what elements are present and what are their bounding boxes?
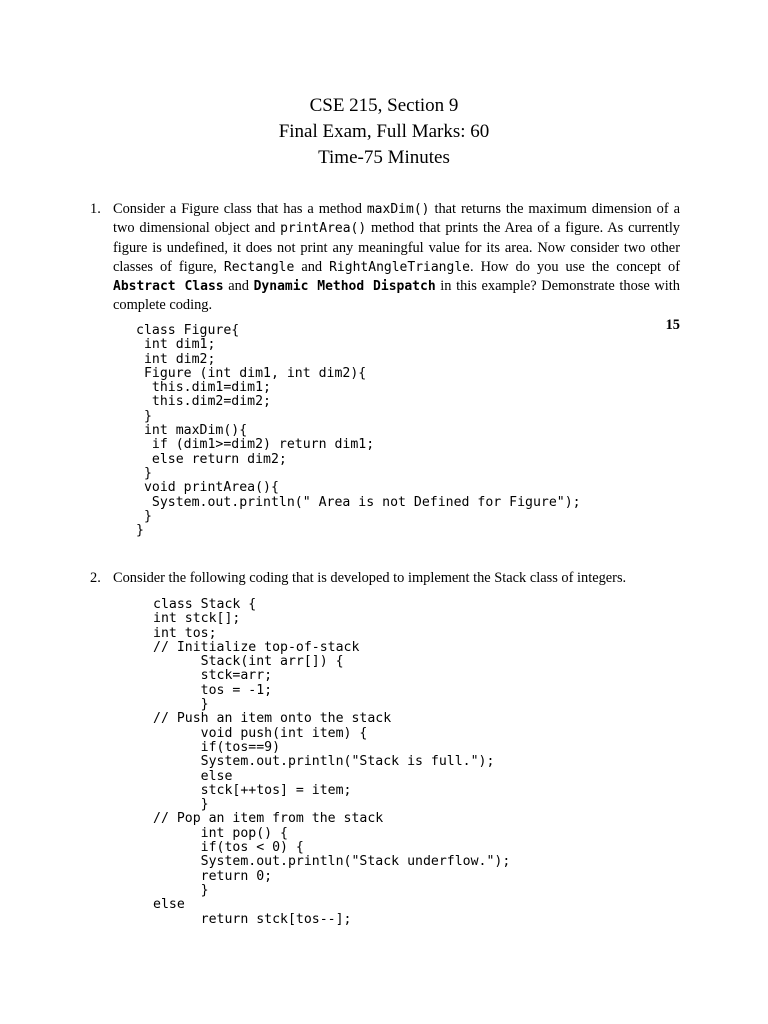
text-run: and	[223, 278, 254, 295]
exam-title: Final Exam, Full Marks: 60	[278, 121, 490, 142]
code-term: maxDim()	[366, 202, 430, 217]
question-marks: 15	[665, 316, 680, 333]
question-text	[113, 200, 680, 316]
bold-code-term: Abstract Class	[113, 279, 224, 295]
code-term: printArea()	[280, 221, 367, 237]
question-2	[90, 569, 680, 588]
figure-code-listing: class Figure{ int dim1; int dim2; Figure (int dim1, int dim2){ this.dim1=dim1; this.dim2=dim2; } int maxDim(){ if (dim1>=dim2) return dim1; else return dim2; } void printArea(){ System.out.println(" Area is not Defined for Figure"); } }	[136, 323, 581, 539]
code-term: RightAngleTriangle	[329, 259, 470, 275]
text-run: Consider a Figure class that has a method	[113, 201, 367, 217]
question-number: 1.	[90, 201, 101, 217]
question-number: 2.	[90, 570, 101, 586]
text-run: that returns the maximum dimension of a two dimensional object and	[113, 201, 680, 237]
exam-header	[0, 93, 768, 171]
text-run: . How do you use the concept of	[470, 258, 680, 275]
course-title: CSE 215, Section 9	[309, 95, 459, 116]
code-term: Rectangle	[223, 259, 295, 275]
exam-duration: Time-75 Minutes	[318, 147, 450, 168]
stack-code-listing: class Stack { int stck[]; int tos; // Initialize top-of-stack Stack(int arr[]) { stck=arr; tos = -1; } // Push an item onto the stack void push(int item) { if(tos==9) System.out.println("Stack is full."); else stck[++tos] = item; } // Pop an item from the stack int pop() { if(tos < 0) { System.out.println("Stack underflow."); return 0; } else return stck[tos--];	[153, 597, 511, 927]
question-1	[90, 200, 680, 335]
bold-code-term: Dynamic Method Dispatch	[253, 279, 436, 295]
question-text: Consider the following coding that is developed to implement the Stack class of integers.	[113, 570, 627, 586]
text-run: method that prints the Area of a figure. As currently figure is undefined, it does not print any meaningful value for its area. Now consider two other classes of figure,	[113, 220, 681, 275]
text-run: in this example? Demonstrate those with complete coding.	[113, 278, 680, 314]
text-run: and	[294, 258, 330, 275]
